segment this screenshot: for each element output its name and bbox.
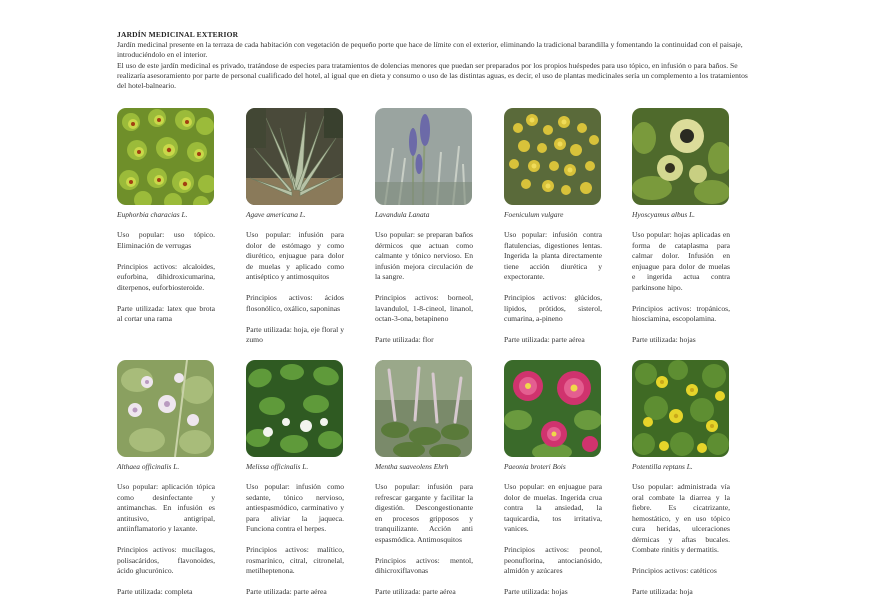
euphorbia-photo xyxy=(117,108,214,205)
parte-utilizada: Parte utilizada: flor xyxy=(375,335,434,344)
principios-activos: Principios activos: mucílagos, polisacáridos, flavonoides, ácido glucurónico. xyxy=(117,545,215,575)
species-name: Hyoscyamus albus L. xyxy=(632,210,696,219)
uso-popular: Uso popular: aplicación tópica como desinfectante y antimanchas. En infusión es antitusivo, antigripal, antiinflamatorio y laxante. xyxy=(117,482,215,533)
uso-popular: Uso popular: infusión para dolor de estómago y como diurético, enjuague para dolor de muelas y aplicado como antiséptico y antimosquitos xyxy=(246,230,344,281)
uso-popular: Uso popular: se preparan baños dérmicos que actuan como calmante y tónico nervioso. En infusión mejora circulación de la sangre. xyxy=(375,230,473,281)
althaea-photo xyxy=(117,360,214,457)
plant-card-paeonia xyxy=(504,360,602,608)
plant-card-althaea xyxy=(117,360,215,608)
parte-utilizada: Parte utilizada: parte aérea xyxy=(504,335,585,344)
parte-utilizada: Parte utilizada: hojas xyxy=(504,587,568,596)
plant-description xyxy=(117,482,215,598)
principios-activos: Principios activos: glúcidos, lípidos, prótidos, sisterol, cumarina, a-pineno xyxy=(504,293,602,323)
species-name: Lavandula Lanata xyxy=(375,210,430,219)
parte-utilizada: Parte utilizada: completa xyxy=(117,587,193,596)
plant-description xyxy=(375,230,473,346)
principios-activos: Principios activos: borneol, lavandulol, 1-8-cineol, linanol, octan-3-ona, betapineno xyxy=(375,293,473,323)
species-name: Potentilla reptans L. xyxy=(632,462,693,471)
species-name: Mentha suaveolens Ehrh xyxy=(375,462,449,471)
plant-description xyxy=(632,230,730,346)
plant-card-foeniculum xyxy=(504,108,602,356)
principios-activos: Principios activos: catéticos xyxy=(632,566,717,575)
paeonia-photo xyxy=(504,360,601,457)
principios-activos: Principios activos: malítico, rosmarínico, citral, citronelal, metilheptenona. xyxy=(246,545,344,575)
principios-activos: Principios activos: peonol, peonuflorina, antocianósido, almidón y azúcares xyxy=(504,545,602,575)
principios-activos: Principios activos: alcaloides, euforbina, dihidroxicumarina, diterpenos, euforbiosteroide. xyxy=(117,261,215,292)
parte-utilizada: Parte utilizada: hoja, eje floral y zumo xyxy=(246,324,344,344)
uso-popular: Uso popular: en enjuague para dolor de muelas. Ingerida crua contra la ansiedad, la taquicardia, tos irritativa, vanices. xyxy=(504,482,602,533)
uso-popular: Uso popular: infusión contra flatulencias, digestiones lentas. Ingerida la planta directamente tiene acción diurética y expectorante. xyxy=(504,230,602,281)
species-name: Althaea officinalis L. xyxy=(117,462,180,471)
species-name: Euphorbia characias L. xyxy=(117,210,188,219)
species-name: Foeniculum vulgare xyxy=(504,210,564,219)
plant-description xyxy=(246,230,344,346)
lavandula-photo xyxy=(375,108,472,205)
melissa-photo xyxy=(246,360,343,457)
plant-description xyxy=(504,482,602,598)
parte-utilizada: Parte utilizada: latex que brota al cortar una rama xyxy=(117,303,215,323)
principios-activos: Principios activos: ácidos flosonólico, oxálico, saponinas xyxy=(246,293,344,313)
potentilla-photo xyxy=(632,360,729,457)
species-name: Melissa officinalis L. xyxy=(246,462,309,471)
parte-utilizada: Parte utilizada: parte aérea xyxy=(375,587,456,596)
intro-paragraph-2: El uso de este jardín medicinal es privado, tratándose de especies para tratamientos de dolencias menores que puedan ser preparados por los propios huéspedes para uso tópico, en infusión o para baños. Se realizaría asesoramiento por parte de personal cualificado del hotel, al igual que en dieta y consumo o uso de las distintas aguas, es decir, el uso de plantas medicinales sería un complemento a los tratamientos del hotel-balneario. xyxy=(117,60,748,91)
principios-activos: Principios activos: mentol, dihicroxiflavonas xyxy=(375,555,473,575)
uso-popular: Uso popular: uso tópico. Eliminación de verrugas xyxy=(117,230,215,250)
foeniculum-photo xyxy=(504,108,601,205)
plant-description xyxy=(632,482,730,598)
uso-popular: Uso popular: administrada vía oral combate la diarrea y la fiebre. Es cicatrizante, hemostático, y en uso tópico cura heridas, ulceraciones dérmicas y aftas bucales. Combate rinitis y dermatitis. xyxy=(632,482,730,554)
plant-card-euphorbia xyxy=(117,108,215,335)
header xyxy=(117,30,749,91)
plant-description xyxy=(375,482,473,598)
uso-popular: Uso popular: infusión para refrescar gargante y facilitar la digestión. Descongestionante en procesos gripposos y tranquilizante. Acción anti espasmódica. Antimosquitos xyxy=(375,482,473,544)
species-name: Agave americana L. xyxy=(246,210,306,219)
plant-description xyxy=(504,230,602,346)
parte-utilizada: Parte utilizada: hoja xyxy=(632,587,693,596)
principios-activos: Principios activos: tropánicos, hiosciamina, escopolamina. xyxy=(632,303,730,323)
hyoscyamus-photo xyxy=(632,108,729,205)
agave-photo xyxy=(246,108,343,205)
plant-card-hyoscyamus xyxy=(632,108,730,356)
plant-card-lavandula xyxy=(375,108,473,356)
plant-card-potentilla xyxy=(632,360,730,608)
intro-paragraph-1: Jardín medicinal presente en la terraza de cada habitación con vegetación de pequeño porte que hace de límite con el exterior, eliminando la tradicional barandilla y fomentando la continuidad con el paisaje, introduciéndolo en el interior. xyxy=(117,40,743,60)
plant-card-agave xyxy=(246,108,344,356)
section-title: JARDÍN MEDICINAL EXTERIOR xyxy=(117,30,239,39)
parte-utilizada: Parte utilizada: hojas xyxy=(632,335,696,344)
plant-card-melissa xyxy=(246,360,344,608)
parte-utilizada: Parte utilizada: parte aérea xyxy=(246,587,327,596)
species-name: Paeonia broteri Bois xyxy=(504,462,566,471)
plant-description xyxy=(246,482,344,598)
uso-popular: Uso popular: hojas aplicadas en forma de cataplasma para calmar dolor. Infusión en enjuague para dolor de muelas e ingerida actua contra parkinsone hipo. xyxy=(632,230,730,292)
plant-card-mentha xyxy=(375,360,473,608)
mentha-photo xyxy=(375,360,472,457)
plant-description xyxy=(117,230,215,325)
uso-popular: Uso popular: infusión como sedante, tónico nervioso, antiespasmódico, carminativo y para aliviar la jaqueca. Funciona contra el herpes. xyxy=(246,482,344,533)
